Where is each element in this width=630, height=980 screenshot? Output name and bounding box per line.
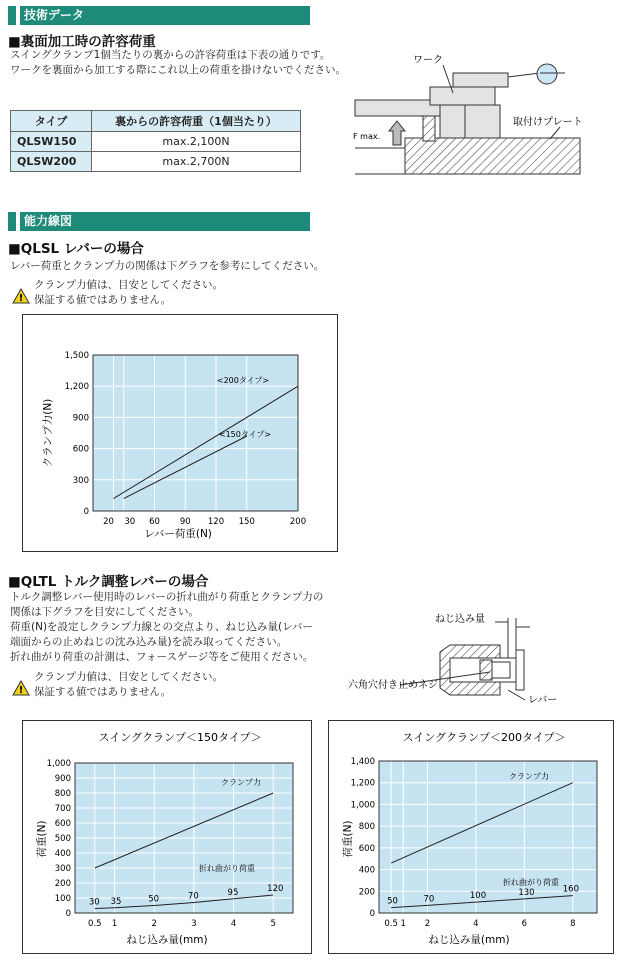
- diagram-label-plate: 取付けプレート: [513, 117, 583, 128]
- qltl-desc2: 関係は下グラフを目安にしてください。: [10, 606, 199, 618]
- y-tick-label: 0: [65, 909, 71, 919]
- back-load-desc1: スイングクランプ1個当たりの裏からの許容荷重は下表の通りです。: [10, 49, 331, 61]
- diagram-label-screw: 六角穴付き止めネジ: [348, 680, 438, 691]
- data-label: 100: [469, 891, 487, 902]
- y-tick-label: 200: [54, 879, 71, 889]
- table-cell-type: QLSW150: [11, 132, 92, 152]
- qlsl-warn1: クランプ力値は、目安としてください。: [34, 279, 223, 291]
- qlsl-title: ■QLSL レバーの場合: [8, 241, 144, 257]
- data-label: 30: [88, 897, 100, 908]
- qltl-desc3: 荷重(N)を設定しクランプ力線との交点より、ねじ込み量(レバー: [10, 621, 313, 633]
- chart-title: スイングクランプ＜150タイプ＞: [98, 731, 262, 744]
- data-label: 160: [562, 884, 580, 895]
- x-tick-label: 200: [289, 517, 307, 527]
- table-cell-value: max.2,100N: [92, 132, 301, 152]
- qltl-desc1: トルク調整レバー使用時のレバーの折れ曲がり荷重とクランプ力の: [10, 591, 324, 603]
- section-header-capacity: [8, 212, 310, 231]
- y-tick-label: 1,400: [350, 757, 375, 767]
- x-tick-label: 20: [103, 517, 114, 527]
- y-tick-label: 800: [54, 789, 71, 799]
- y-tick-label: 1,000: [46, 759, 71, 769]
- table-header: タイプ: [11, 111, 92, 132]
- qlsl-warn2: 保証する値ではありません。: [34, 294, 172, 306]
- chart-qlsl: [23, 315, 337, 551]
- chart-200: [329, 721, 613, 953]
- x-tick-label: 3: [191, 919, 197, 929]
- series-label: <200タイプ>: [216, 376, 270, 385]
- back-load-diagram: [345, 45, 625, 185]
- back-load-desc2: ワークを裏面から加工する際にこれ以上の荷重を掛けないでください。: [10, 64, 346, 76]
- data-label: 35: [110, 896, 122, 907]
- qlsl-desc: レバー荷重とクランプ力の関係は下グラフを参考にしてください。: [10, 260, 325, 272]
- x-tick-label: 8: [570, 919, 576, 929]
- y-tick-label: 200: [358, 887, 375, 898]
- warning-icon: [12, 680, 30, 696]
- y-tick-label: 900: [72, 413, 89, 424]
- x-tick-label: 2: [424, 919, 431, 929]
- x-tick-label: 6: [521, 919, 528, 929]
- y-tick-label: 900: [54, 774, 71, 784]
- series-label: 折れ曲がり荷重: [199, 864, 255, 873]
- x-tick-label: 0.5: [88, 919, 102, 929]
- y-tick-label: 800: [358, 822, 375, 833]
- qltl-desc5: 折れ曲がり荷重の計測は、フォースゲージ等をご使用ください。: [10, 651, 314, 663]
- warning-icon: [12, 288, 30, 304]
- chart-150-box: [22, 720, 312, 954]
- y-tick-label: 600: [358, 843, 375, 854]
- chart-200-box: [328, 720, 614, 954]
- y-tick-label: 1,200: [64, 382, 89, 393]
- data-label: 120: [267, 884, 284, 894]
- back-load-table: [10, 110, 301, 172]
- qltl-desc4: 端面からの止めねじの沈み込み量)を読み取ってください。: [10, 636, 288, 648]
- data-label: 50: [148, 894, 160, 905]
- x-tick-label: 90: [179, 517, 191, 527]
- y-tick-label: 500: [54, 834, 71, 844]
- table-row: [11, 152, 301, 172]
- table-header: 裏からの許容荷重（1個当たり）: [92, 111, 301, 132]
- x-tick-label: 4: [230, 919, 237, 929]
- chart-title: スイングクランプ＜200タイプ＞: [402, 731, 566, 744]
- section-header-tech: [8, 6, 310, 25]
- series-label: <150タイプ>: [218, 430, 272, 439]
- chart-qlsl-box: [22, 314, 338, 552]
- series-label: クランプ力: [221, 778, 261, 787]
- section-title: 技術データ: [24, 8, 85, 22]
- x-tick-label: 1: [111, 919, 118, 929]
- y-tick-label: 600: [54, 819, 71, 829]
- x-axis-label: ねじ込み量(mm): [126, 934, 208, 946]
- data-label: 50: [387, 896, 398, 907]
- y-tick-label: 0: [83, 507, 89, 517]
- series-label: 折れ曲がり荷重: [503, 878, 559, 887]
- x-tick-label: 150: [238, 517, 255, 527]
- qltl-warn1: クランプ力値は、目安としてください。: [34, 671, 223, 683]
- qltl-title: ■QLTL トルク調整レバーの場合: [8, 574, 209, 590]
- x-tick-label: 5: [270, 919, 276, 929]
- back-load-title: ■裏面加工時の許容荷重: [8, 34, 156, 50]
- diagram-label-work: ワーク: [413, 55, 443, 66]
- table-row: [11, 132, 301, 152]
- x-axis-label: レバー荷重(N): [144, 528, 212, 540]
- x-tick-label: 60: [149, 517, 160, 527]
- svg-text:!: !: [18, 685, 24, 696]
- data-label: 70: [423, 894, 435, 905]
- y-tick-label: 0: [369, 909, 375, 919]
- svg-text:!: !: [18, 293, 24, 304]
- data-label: 70: [187, 891, 199, 902]
- y-tick-label: 300: [72, 475, 89, 486]
- y-tick-label: 1,500: [64, 351, 89, 361]
- chart-150: [23, 721, 311, 953]
- y-tick-label: 100: [54, 894, 71, 904]
- y-axis-label: 荷重(N): [342, 820, 354, 858]
- data-label: 95: [227, 887, 239, 898]
- x-tick-label: 4: [473, 919, 479, 929]
- y-tick-label: 400: [358, 865, 375, 876]
- x-tick-label: 30: [124, 517, 136, 527]
- y-tick-label: 1,200: [350, 778, 375, 789]
- qltl-warn2: 保証する値ではありません。: [34, 686, 172, 698]
- y-axis-label: クランプ力(N): [42, 398, 54, 468]
- y-tick-label: 1,000: [350, 800, 375, 811]
- x-tick-label: 0.5: [384, 919, 398, 929]
- diagram-label-fmax: F max.: [353, 132, 381, 141]
- y-tick-label: 700: [54, 804, 71, 814]
- x-axis-label: ねじ込み量(mm): [428, 934, 510, 946]
- lever-screw-diagram: [340, 600, 625, 710]
- table-cell-value: max.2,700N: [92, 152, 301, 172]
- diagram-label-lever: レバー: [528, 695, 558, 706]
- data-label: 130: [518, 887, 535, 898]
- diagram-label-depth: ねじ込み量: [435, 614, 485, 625]
- x-tick-label: 120: [207, 517, 225, 527]
- y-axis-label: 荷重(N): [36, 820, 48, 858]
- y-tick-label: 400: [54, 849, 71, 859]
- section-title: 能力線図: [24, 214, 73, 228]
- series-label: クランプ力: [509, 772, 549, 781]
- y-tick-label: 600: [72, 444, 89, 455]
- table-header-row: [11, 111, 301, 132]
- y-tick-label: 300: [54, 864, 71, 874]
- x-tick-label: 1: [400, 919, 406, 929]
- table-cell-type: QLSW200: [11, 152, 92, 172]
- x-tick-label: 2: [151, 919, 157, 929]
